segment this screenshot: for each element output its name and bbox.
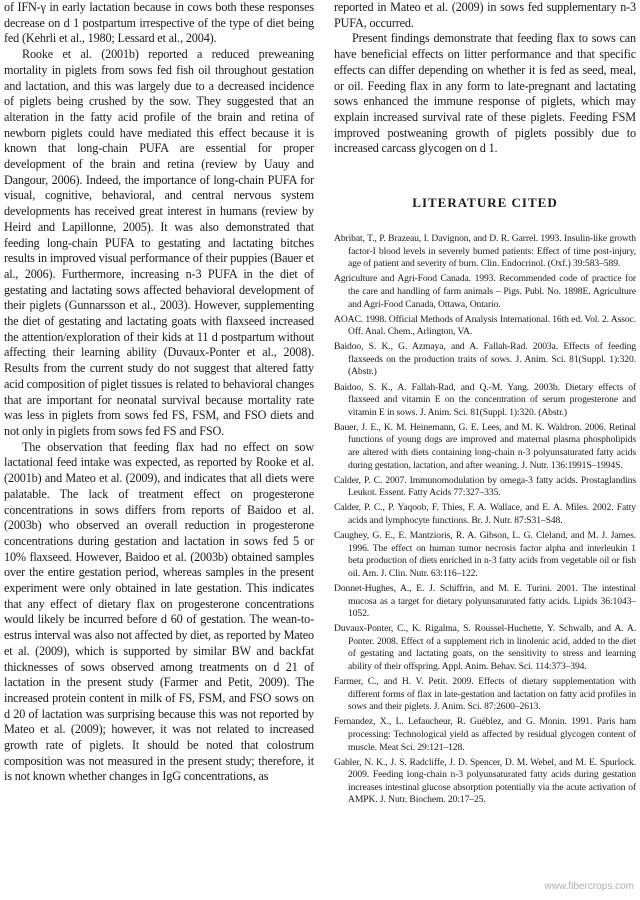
reference-item: Fernandez, X., L. Lefaucheur, R. Guéblez, and G. Monin. 1991. Paris ham processing: Technological yield as affected by residual glycogen content of muscle. Meat Sci. 29:121–128. (334, 716, 636, 753)
reference-item: Baidoo, S. K., A. Fallah-Rad, and Q.-M. Yang. 2003b. Dietary effects of flaxseed and vitamin E on the concentration of serum progesterone and vitamin E in sows. J. Anim. Sci. 81(Suppl. 1):320. (Abstr.) (334, 381, 636, 418)
reference-item: AOAC. 1998. Official Methods of Analysis International. 16th ed. Vol. 2. Assoc. Off. Anal. Chem., Arlington, VA. (334, 313, 636, 338)
reference-item: Duvaux-Ponter, C., K. Rigalma, S. Roussel-Huchette, Y. Schwalb, and A. A. Ponter. 2008. Effect of a supplement rich in linolenic acid, added to the diet of gestating and lactating goats, on the sensitivity to stress and learning ability of their offspring. Appl. Anim. Behav. Sci. 114:373–394. (334, 623, 636, 673)
body-paragraph: Rooke et al. (2001b) reported a reduced preweaning mortality in piglets from sows fed fish oil throughout gestation and lactation, and this was largely due to a decreased incidence of piglets being crushed by the sow. They suggested that an alteration in the fatty acid profile of the brain and retina of newborn piglets could have mediated this effect because it is known that long-chain PUFA are essential for proper development of the brain and retina (review by Uauy and Dangour, 2006). Indeed, the importance of long-chain PUFA for visual, cognitive, behavioral, and central nervous system developments has received great interest in humans (review by Heird and Lapillonne, 2005). It was also demonstrated that feeding long-chain PUFA to gestating and lactating bitches results in improved visual performance of their puppies (Bauer et al., 2006). Furthermore, increasing n-3 PUFA in the diet of gestating and lactating sows affected behavioral development of their piglets (Gunnarsson et al., 2003). However, supplementing the diet of gestating and lactating goats with flaxseed increased the attention/exploration of their kids at 11 d postpartum without affecting their learning ability (Duvaux-Ponter et al., 2008). Results from the current study do not suggest that altered fatty acid composition of piglet tissues is related to behavioral changes that are important for neonatal survival because mortality rate was less in piglets from sows fed FS, FSM, and FSO diets and not only in piglets from sows fed FS and FSO. (4, 47, 314, 438)
body-paragraph: The observation that feeding flax had no effect on sow lactational feed intake was expected, as reported by Rooke et al. (2001b) and Mateo et al. (2009), and indicates that all diets were palatable. The lack of treatment effect on progesterone concentrations in sows differs from reports of Baidoo et al. (2003b) who observed an overall reduction in progesterone concentrations during gestation and lactation in sows fed 5 or 10% flaxseed. However, Baidoo et al. (2003b) obtained samples over the entire gestation period, whereas samples in the present experiment were only obtained in late gestation. This indicates that any effect of dietary flax on progesterone concentrations would likely be incurred before d 60 of gestation. The wean-to-estrus interval was also not affected by diet, as reported by Mateo et al. (2009), which is supported by similar BW and backfat thicknesses of sows observed among treatments on d 21 of lactation in the present study (Farmer and Petit, 2009). The increased protein content in milk of FS, FSM, and FSO sows on d 20 of lactation was surprising because this was not reported by Mateo et al. (2009); however, it was not related to increased growth rate of piglets. It should be noted that colostrum composition was not measured in the present study; therefore, it is not known whether changes in IgG concentrations, as (4, 439, 314, 784)
body-paragraph: of IFN-γ in early lactation because in cows both these responses decrease on d 1 postpartum irrespective of the type of diet being fed (Kehrli et al., 1980; Lessard et al., 2004). (4, 0, 314, 46)
body-paragraph: reported in Mateo et al. (2009) in sows fed supplementary n-3 PUFA, occurred. (334, 0, 636, 30)
reference-item: Caughey, G. E., E. Mantzioris, R. A. Gibson, L. G. Cleland, and M. J. James. 1996. The effect on human tumor necrosis factor alpha and interleukin 1 beta production of diets enriched in n-3 fatty acids from vegetable oil or fish oil. Am. J. Clin. Nutr. 63:116–122. (334, 530, 636, 579)
right-column (334, 0, 636, 810)
reference-item: Farmer, C., and H. V. Petit. 2009. Effects of dietary supplementation with different forms of flax in late-gestation and lactation on fatty acid profiles in sows and their piglets. J. Anim. Sci. 87:2600–2613. (334, 676, 636, 713)
reference-item: Gabler, N. K., J. S. Radcliffe, J. D. Spencer, D. M. Webel, and M. E. Spurlock. 2009. Feeding long-chain n-3 polyunsaturated fatty acids during gestation increases intestinal glucose absorption potentially via the acute activation of AMPK. J. Nutr. Biochem. 20:17–25. (334, 756, 636, 806)
reference-item: Bauer, J. E., K. M. Heinemann, G. E. Lees, and M. K. Waldron. 2006. Retinal functions of young dogs are improved and maternal plasma phospholipids are altered with diets containing long-chain n-3 polyunsaturated fatty acids during gestation, lactation, and after weaning. J. Nutr. 136:1991S–1994S. (334, 421, 636, 471)
reference-item: Donnet-Hughes, A., E. J. Schiffrin, and M. E. Turini. 2001. The intestinal mucosa as a target for dietary polyunsaturated fatty acids. Lipids 36:1043–1052. (334, 582, 636, 620)
left-column (4, 0, 314, 785)
watermark-text: www.fibercrops.com (544, 881, 634, 892)
literature-cited-heading: LITERATURE CITED (412, 195, 558, 211)
reference-item: Abribat, T., P. Brazeau, I. Davignon, and D. R. Garrel. 1993. Insulin-like growth factor-I blood levels in severely burned patients: Effect of time post-injury, age of patient and severity of burn. Clin. Endocrinol. (Oxf.) 39:583–589. (334, 233, 636, 270)
reference-item: Calder, P. C., P. Yaqoob, F. Thies, F. A. Wallace, and E. A. Miles. 2002. Fatty acids and lymphocyte functions. Br. J. Nutr. 87:S31–S48. (334, 502, 636, 526)
body-paragraph: Present findings demonstrate that feeding flax to sows can have beneficial effects on litter performance and that specific effects can differ depending on whether it is fed as seed, meal, or oil. Feeding flax in any form to late-pregnant and lactating sows enhanced the immune response of piglets, which may explain increased survival rate of these piglets. Feeding FSM improved postweaning growth of piglets possibly due to increased carcass glycogen on d 1. (334, 31, 636, 156)
reference-item: Calder, P. C. 2007. Immunomodulation by omega-3 fatty acids. Prostaglandins Leukot. Essent. Fatty Acids 77:327–335. (334, 474, 636, 499)
reference-item: Baidoo, S. K., G. Azmaya, and A. Fallah-Rad. 2003a. Effects of feeding flaxseeds on the production traits of sows. J. Anim. Sci. 81(Suppl. 1):320. (Abstr.) (334, 341, 636, 378)
reference-list (334, 233, 636, 807)
conclusion-text (334, 0, 636, 157)
reference-item: Agriculture and Agri-Food Canada. 1993. Recommended code of practice for the care and handling of farm animals – Pigs. Publ. No. 1898E. Agriculture and Agri-Food Canada, Ottawa, Ontario. (334, 273, 636, 310)
